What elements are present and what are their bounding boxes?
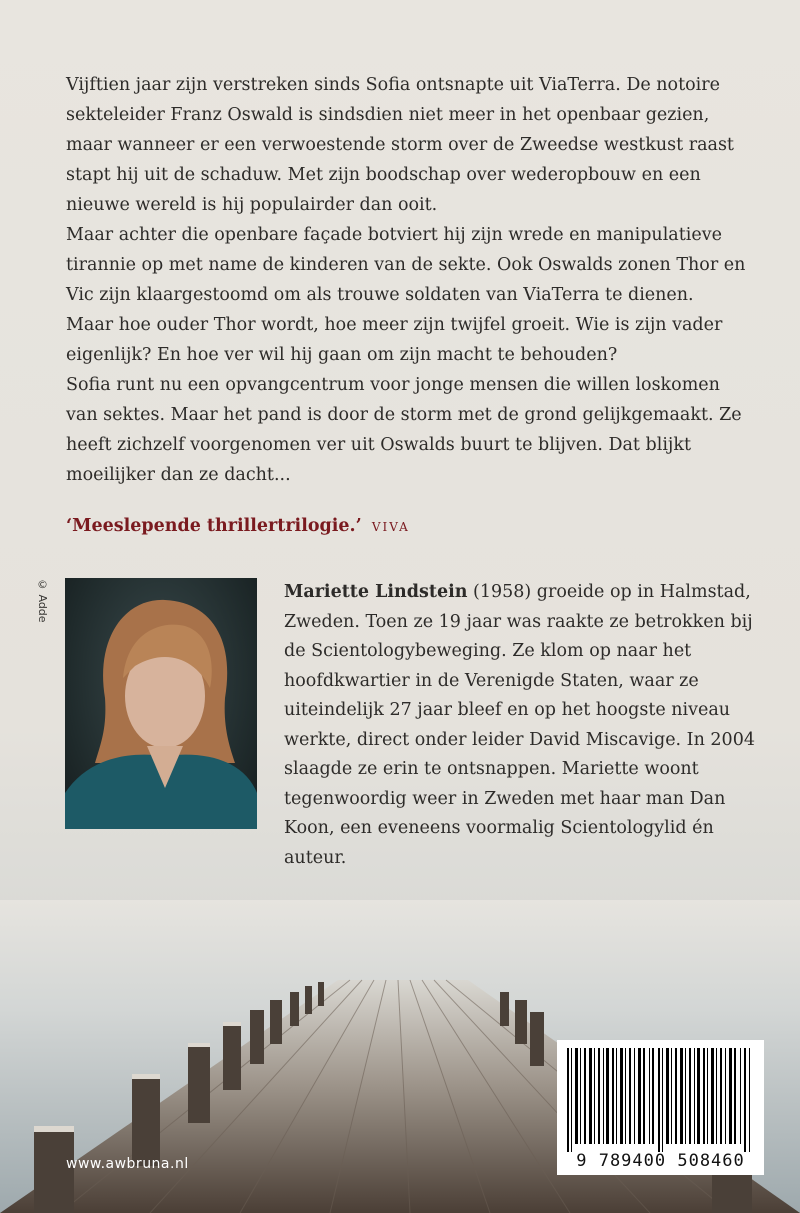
quote-source: VIVA xyxy=(371,520,410,534)
blurb-paragraph-1: Vijftien jaar zijn verstreken sinds Sofia ontsnapte uit ViaTerra. De notoire sekteleider Franz Oswald is sindsdien niet meer in het openbaar gezien, maar wanneer er een verwoestende storm over de Zweedse westkust raast stapt hij uit de schaduw. Met zijn boodschap over wederopbouw en een nieuwe wereld is hij populairder dan ooit. xyxy=(66,75,734,215)
author-bio-text: (1958) groeide op in Halmstad, Zweden. Toen ze 19 jaar was raakte ze betrokken bij de Scientologybeweging. Ze klom op naar het hoofdkwartier in de Verenigde Staten, waar ze uiteindelijk 27 jaar bleef en op het hoogste niveau werkte, direct onder leider David Miscavige. In 2004 slaagde ze erin te ontsnappen. Mariette woont tegenwoordig weer in Zweden met haar man Dan Koon, een eveneens voormalig Scientologylid én auteur. xyxy=(284,582,755,868)
barcode xyxy=(557,1040,764,1175)
author-name: Mariette Lindstein xyxy=(284,582,468,602)
isbn-number: 9 789400 508460 xyxy=(576,1151,745,1171)
quote-text: ‘Meeslepende thrillertrilogie.’ xyxy=(66,516,362,536)
photo-credit: © Adde xyxy=(36,578,49,623)
blurb-text xyxy=(66,70,746,490)
author-photo xyxy=(65,578,257,829)
blurb-paragraph-2: Maar achter die openbare façade botviert hij zijn wrede en manipulatieve tirannie op met name de kinderen van de sekte. Ook Oswalds zonen Thor en Vic zijn klaargestoomd om als trouwe soldaten van ViaTerra te dienen. Maar hoe ouder Thor wordt, hoe meer zijn twijfel groeit. Wie is zijn vader eigenlijk? En hoe ver wil hij gaan om zijn macht te behouden? xyxy=(66,225,746,365)
barcode-bars-icon xyxy=(557,1040,764,1152)
blurb-paragraph-3: Sofia runt nu een opvangcentrum voor jonge mensen die willen loskomen van sektes. Maar het pand is door de storm met de grond gelijkgemaakt. Ze heeft zichzelf voorgenomen ver uit Oswalds buurt te blijven. Dat blijkt moeilijker dan ze dacht... xyxy=(66,375,742,485)
author-portrait-icon xyxy=(65,578,257,829)
review-quote xyxy=(66,516,410,536)
publisher-website[interactable]: www.awbruna.nl xyxy=(66,1156,189,1172)
author-bio xyxy=(284,578,764,873)
